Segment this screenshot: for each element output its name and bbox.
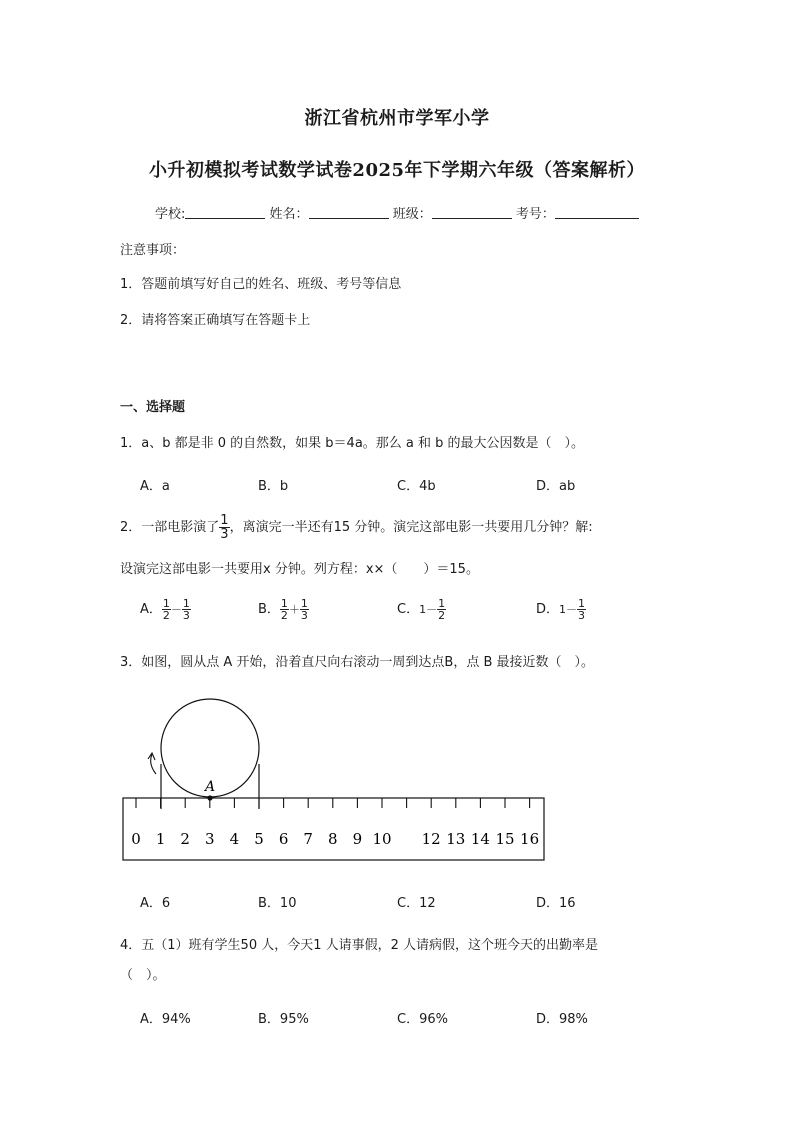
ruler-number: 15	[495, 830, 515, 848]
q2-text-a: 2．一部电影演了	[120, 520, 220, 535]
student-info-row	[155, 203, 639, 222]
numerator: 1	[162, 597, 170, 610]
ruler-ticks	[136, 798, 530, 808]
q1-option-d[interactable]: D．ab	[536, 479, 576, 494]
ruler-number: 12	[421, 830, 441, 848]
fraction	[577, 598, 586, 621]
question-3: 3．如图，圆从点 A 开始，沿着直尺向右滚动一周到达点B，点 B 最接近数（ ）。	[120, 655, 595, 670]
option-label: D．	[536, 602, 560, 617]
class-blank[interactable]	[432, 205, 512, 219]
q3-option-c[interactable]: C．12	[397, 896, 436, 911]
denominator: 2	[162, 609, 170, 622]
q2-text-b: ，离演完一半还有15 分钟。演完这部电影一共要用几分钟？解:	[229, 520, 593, 535]
minus-sign: －	[426, 603, 438, 616]
ruler-number: 0	[131, 830, 141, 848]
q3-option-a[interactable]: A．6	[140, 896, 171, 911]
ruler-number: 4	[229, 830, 240, 848]
ruler-number: 7	[303, 830, 313, 848]
one: 1	[419, 603, 427, 616]
name-blank[interactable]	[309, 205, 389, 219]
numerator: 1	[182, 597, 190, 610]
q2-option-a[interactable]	[140, 598, 191, 621]
q1-option-a[interactable]: A．a	[140, 479, 170, 494]
q4-option-c[interactable]: C．96%	[397, 1012, 448, 1027]
page-title: 浙江省杭州市学军小学	[304, 108, 490, 129]
ruler-number: 9	[352, 830, 363, 848]
number-blank[interactable]	[555, 205, 639, 219]
numerator: 1	[578, 597, 586, 610]
fraction-denominator: 3	[220, 527, 229, 542]
name-label: 姓名：	[269, 207, 309, 222]
ruler-number: 14	[470, 830, 490, 848]
q3-option-b[interactable]: B．10	[258, 896, 297, 911]
school-label: 学校:	[155, 207, 186, 222]
fraction	[182, 598, 191, 621]
q3-option-d[interactable]: D．16	[536, 896, 576, 911]
class-label: 班级：	[392, 207, 432, 222]
section-heading: 一、选择题	[120, 400, 186, 415]
ruler-number: 1	[155, 830, 166, 848]
q4-option-b[interactable]: B．95%	[258, 1012, 309, 1027]
option-label: A．	[140, 602, 162, 617]
q1-option-b[interactable]: B．b	[258, 479, 289, 494]
q2-option-d[interactable]	[536, 598, 586, 621]
number-label: 考号：	[515, 207, 555, 222]
numerator: 1	[280, 597, 288, 610]
notes-heading: 注意事项：	[120, 243, 186, 258]
school-blank[interactable]	[185, 205, 265, 219]
fraction	[300, 598, 309, 621]
fraction-numerator: 1	[220, 513, 229, 528]
ruler-circle-figure	[110, 696, 560, 871]
question-2-line-1	[120, 514, 593, 541]
point-a-label: A	[205, 779, 216, 795]
denominator: 2	[280, 609, 288, 622]
ruler-number: 16	[520, 830, 540, 848]
fraction	[437, 598, 446, 621]
ruler-number: 3	[205, 830, 215, 848]
question-2-line-2: 设演完这部电影一共要用x 分钟。列方程：x×（ ）＝15。	[120, 562, 479, 577]
option-label: B．	[258, 602, 280, 617]
one: 1	[559, 603, 567, 616]
note-item-2: 2．请将答案正确填写在答题卡上	[120, 313, 311, 328]
numerator: 1	[438, 597, 446, 610]
q2-option-c[interactable]	[397, 598, 446, 621]
denominator: 3	[300, 609, 308, 622]
fraction	[280, 598, 289, 621]
note-item-1: 1．答题前填写好自己的姓名、班级、考号等信息	[120, 277, 402, 292]
ruler-number: 8	[328, 830, 338, 848]
ruler-number: 13	[446, 830, 466, 848]
plus-sign: ＋	[288, 603, 300, 616]
ruler-labels	[131, 830, 539, 848]
ruler-number: 10	[372, 830, 392, 848]
q1-option-c[interactable]: C．4b	[397, 479, 436, 494]
q4-option-a[interactable]: A．94%	[140, 1012, 191, 1027]
denominator: 3	[578, 609, 586, 622]
option-label: C．	[397, 602, 420, 617]
question-4-line-2: （ ）。	[120, 968, 166, 983]
ruler-number: 2	[180, 830, 190, 848]
ruler-number: 6	[278, 830, 289, 848]
minus-sign: －	[170, 603, 182, 616]
q2-fraction	[219, 514, 229, 541]
question-1: 1．a、b 都是非 0 的自然数，如果 b＝4a。那么 a 和 b 的最大公因数是（ ）。	[120, 436, 585, 451]
ruler-number: 5	[254, 830, 264, 848]
q2-option-b[interactable]	[258, 598, 309, 621]
denominator: 2	[438, 609, 446, 622]
page-subtitle: 小升初模拟考试数学试卷2025年下学期六年级（答案解析）	[148, 160, 646, 181]
question-4-line-1: 4．五（1）班有学生50 人，今天1 人请事假，2 人请病假，这个班今天的出勤率是	[120, 938, 599, 953]
numerator: 1	[300, 597, 308, 610]
minus-sign: －	[566, 603, 578, 616]
fraction	[162, 598, 171, 621]
denominator: 3	[182, 609, 190, 622]
q4-option-d[interactable]: D．98%	[536, 1012, 588, 1027]
